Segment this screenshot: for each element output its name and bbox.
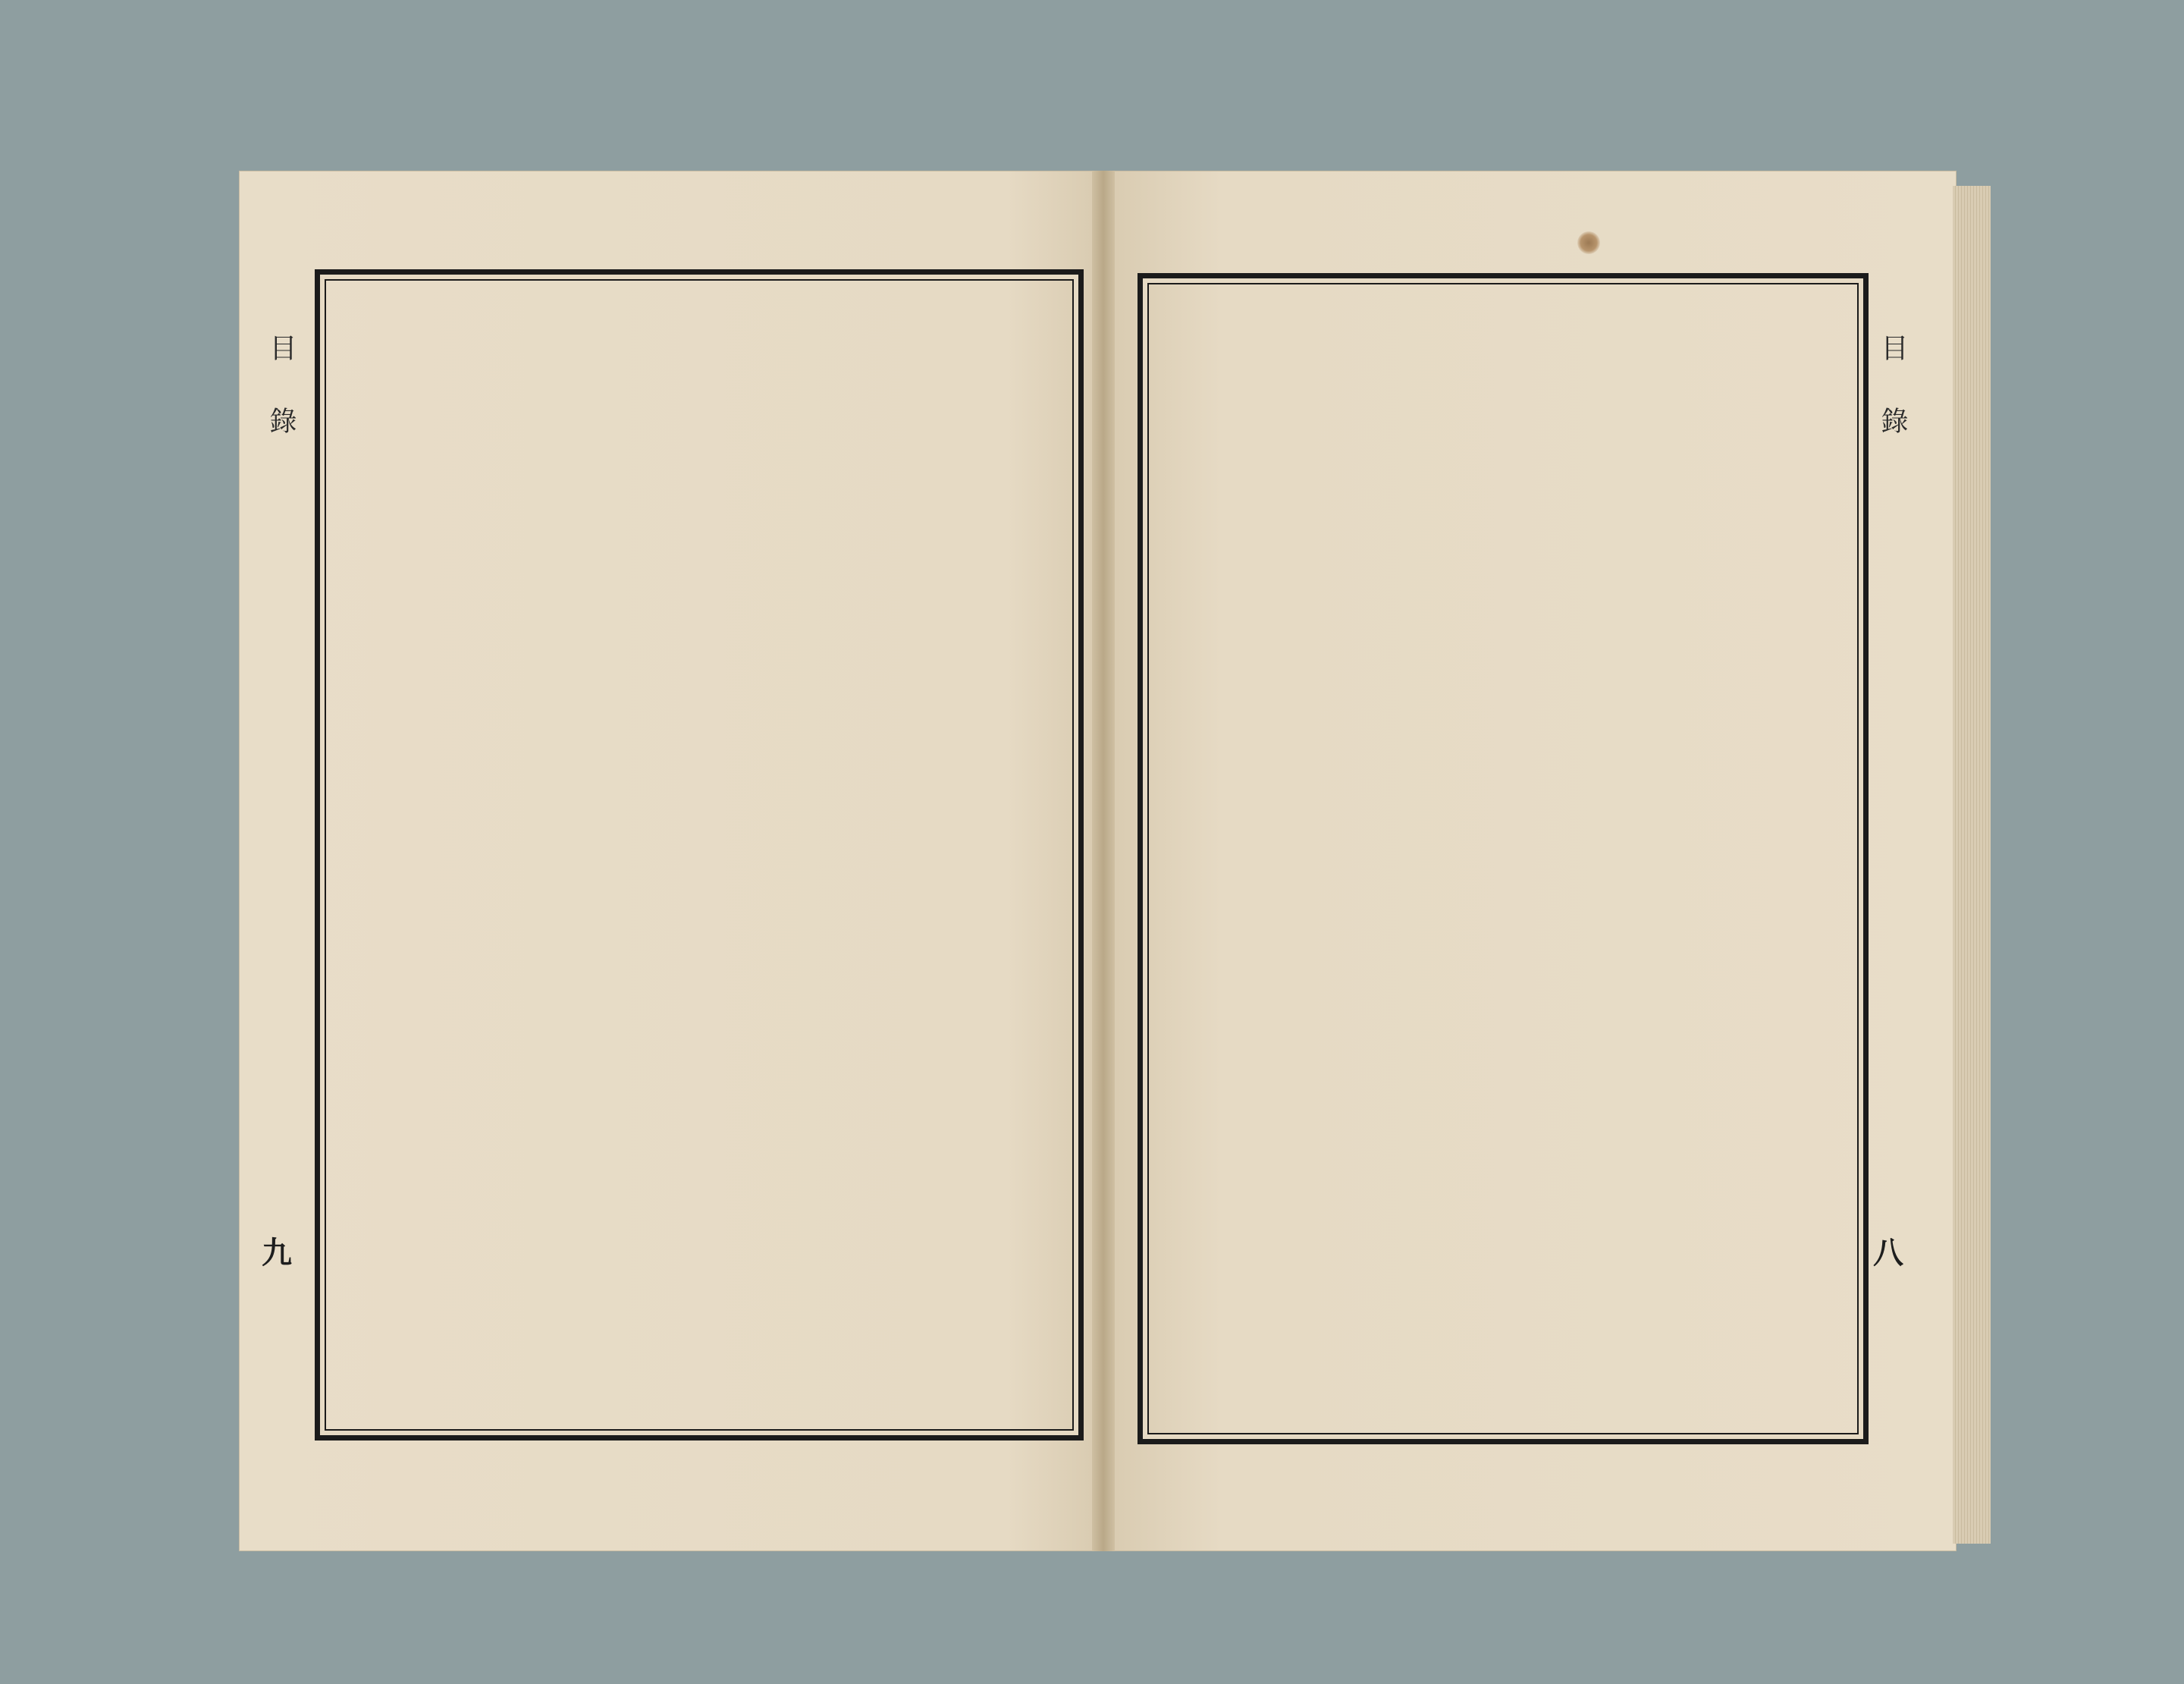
toc-entry — [1166, 278, 1205, 1439]
toc-entry — [892, 275, 933, 1435]
toc-entry — [728, 275, 769, 1435]
left-running-title: 目錄 — [265, 334, 297, 479]
toc-entry — [523, 275, 564, 1435]
toc-entry — [359, 275, 400, 1435]
toc-entry — [851, 275, 892, 1435]
toc-section-heading — [1015, 275, 1056, 1435]
left-toc-columns — [343, 275, 1056, 1435]
ink-stain — [1577, 231, 1600, 254]
right-toc-columns — [1166, 278, 1840, 1439]
toc-entry — [1245, 278, 1285, 1439]
toc-entry — [1602, 278, 1642, 1439]
toc-section-heading — [810, 275, 851, 1435]
toc-entry — [1443, 278, 1483, 1439]
toc-entry — [974, 275, 1015, 1435]
toc-entry — [1364, 278, 1404, 1439]
right-running-title: 目錄 — [1877, 334, 1908, 479]
toc-entry — [564, 275, 605, 1435]
right-toc-frame — [1138, 273, 1869, 1444]
toc-section-heading — [1642, 278, 1681, 1439]
toc-entry — [1523, 278, 1562, 1439]
toc-entry — [769, 275, 810, 1435]
toc-entry — [605, 275, 646, 1435]
toc-section-heading — [482, 275, 523, 1435]
toc-entry — [400, 275, 441, 1435]
page-edges — [1953, 186, 1991, 1544]
left-page-number: 九 — [262, 1235, 292, 1271]
toc-entry — [1721, 278, 1761, 1439]
left-toc-frame — [315, 269, 1084, 1441]
toc-entry — [646, 275, 687, 1435]
toc-entry — [1404, 278, 1443, 1439]
toc-entry — [1562, 278, 1602, 1439]
toc-entry — [1285, 278, 1324, 1439]
toc-entry — [1324, 278, 1363, 1439]
book-gutter — [1092, 171, 1115, 1551]
toc-entry — [1205, 278, 1244, 1439]
toc-entry — [1801, 278, 1840, 1439]
toc-entry — [687, 275, 728, 1435]
toc-entry — [1761, 278, 1800, 1439]
toc-entry — [1682, 278, 1721, 1439]
toc-entry — [1483, 278, 1523, 1439]
right-page-number: 八 — [1873, 1235, 1903, 1271]
toc-entry — [933, 275, 974, 1435]
toc-entry — [441, 275, 482, 1435]
